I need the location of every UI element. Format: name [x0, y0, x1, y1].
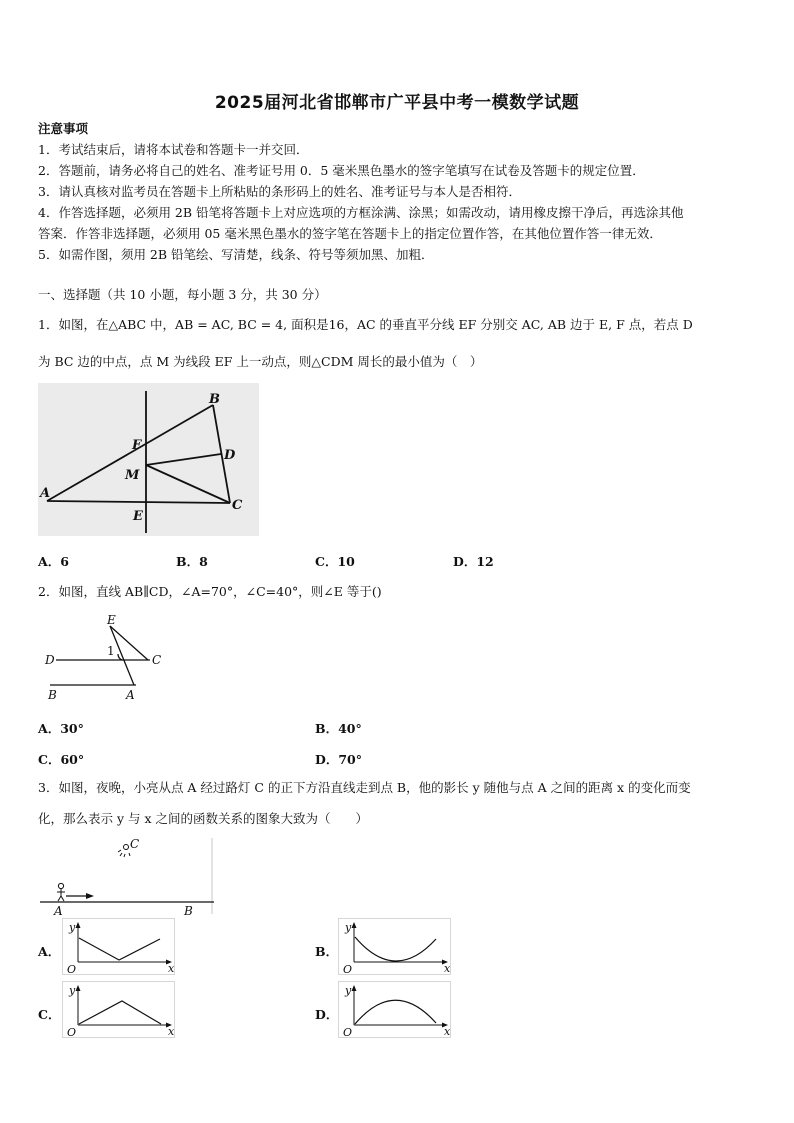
notice-item-2: 2．答题前，请务必将自己的姓名、准考证号用 0．5 毫米黑色墨水的签字笔填写在试卷及答题卡的规定位置． [38, 163, 645, 178]
q2-text: 2．如图，直线 AB∥CD，∠A=70°，∠C=40°，则∠E 等于() [38, 584, 382, 599]
q1-option-c: C．10 [315, 554, 355, 569]
q3-graph-a [62, 918, 178, 976]
q3-label-a: A [54, 904, 63, 918]
notice-item-3: 3．请认真核对监考员在答题卡上所粘贴的条形码上的姓名、准考证号与本人是否相符． [38, 184, 521, 199]
q3-graph-a-o: O [67, 963, 77, 976]
q3-text-line1: 3．如图，夜晚，小亮从点 A 经过路灯 C 的正下方沿直线走到点 B，他的影长 y 随他与点 A 之间的距离 x 的变化而变 [38, 780, 691, 795]
q1-label-e: E [133, 509, 143, 524]
q2-label-a: A [126, 688, 135, 702]
q1-option-a: A．6 [38, 554, 69, 569]
q3-graph-b-o: O [343, 963, 353, 976]
q3-label-b: B [184, 904, 193, 918]
notice-heading: 注意事项 [38, 121, 89, 136]
notice-item-5: 5．如需作图，须用 2B 铅笔绘、写清楚，线条、符号等须加黑、加粗． [38, 247, 434, 262]
q3-graph-d-y: y [345, 984, 352, 997]
q3-graph-b-curve [355, 937, 436, 961]
q2-label-d: D [45, 653, 55, 667]
q3-person-icon [57, 883, 65, 901]
q2-segment-ec [110, 626, 148, 660]
q2-option-d: D．70° [315, 752, 362, 767]
q2-option-a: A．30° [38, 721, 84, 736]
q1-label-c: C [232, 498, 243, 513]
notice-item-1: 1．考试结束后，请将本试卷和答题卡一并交回． [38, 142, 309, 157]
q1-label-b: B [209, 392, 220, 407]
q3-graph-c-o: O [67, 1026, 77, 1039]
section-heading: 一、选择题（共 10 小题，每小题 3 分，共 30 分） [38, 287, 327, 302]
q1-text-line1: 1．如图，在△ABC 中，AB = AC, BC = 4, 面积是16，AC 的垂直平分线 EF 分别交 AC, AB 边于 E, F 点，若点 D [38, 317, 693, 332]
q3-graph-d-curve [355, 1000, 436, 1024]
notice-item-4: 4．作答选择题，必须用 2B 铅笔将答题卡上对应选项的方框涂满、涂黑；如需改动，请用橡皮擦干净后，再选涂其他 [38, 205, 684, 220]
q3-graph-c-y: y [69, 984, 76, 997]
q3-scene-figure [38, 834, 218, 920]
q1-figure [38, 383, 259, 536]
q1-label-d: D [224, 448, 236, 463]
q3-text-line2: 化，那么表示 y 与 x 之间的函数关系的图象大致为（ ） [38, 811, 369, 826]
q1-label-f: F [132, 438, 142, 453]
q1-label-m: M [125, 468, 140, 483]
q3-graph-a-curve [79, 938, 160, 960]
q3-graph-d [338, 981, 454, 1039]
q2-figure [40, 612, 175, 702]
q2-option-c: C．60° [38, 752, 85, 767]
q3-graph-c [62, 981, 178, 1039]
q3-graph-b [338, 918, 454, 976]
q3-graph-d-o: O [343, 1026, 353, 1039]
q3-walk-arrow [66, 893, 94, 899]
q3-graph-a-y: y [69, 921, 76, 934]
q2-label-c: C [152, 653, 162, 667]
q3-option-a: A． [38, 944, 61, 959]
q3-graph-b-x: x [444, 962, 451, 975]
q2-label-b: B [48, 688, 57, 702]
q3-graph-d-x: x [444, 1025, 451, 1038]
q3-label-c: C [130, 837, 140, 851]
q1-label-a: A [40, 486, 51, 501]
q3-option-d: D． [315, 1007, 339, 1022]
q3-graph-c-curve [79, 1001, 161, 1024]
q3-option-c: C． [38, 1007, 61, 1022]
q3-graph-c-x: x [168, 1025, 175, 1038]
q2-label-angle-1: 1 [107, 644, 115, 658]
q3-graph-a-x: x [168, 962, 175, 975]
q3-graph-b-y: y [345, 921, 352, 934]
q3-option-b: B． [315, 944, 339, 959]
q1-option-d: D．12 [453, 554, 494, 569]
q1-option-b: B．8 [176, 554, 208, 569]
q2-option-b: B．40° [315, 721, 362, 736]
notice-item-4-cont: 答案．作答非选择题，必须用 05 毫米黑色墨水的签字笔在答题卡上的指定位置作答，在其他位置作答一律无效． [38, 226, 662, 241]
q3-lamp-icon [118, 845, 130, 858]
q1-text-line2: 为 BC 边的中点，点 M 为线段 EF 上一动点，则△CDM 周长的最小值为（ ） [38, 354, 483, 369]
q2-label-e: E [107, 613, 116, 627]
page-title: 2025届河北省邯郸市广平县中考一模数学试题 [214, 93, 580, 113]
